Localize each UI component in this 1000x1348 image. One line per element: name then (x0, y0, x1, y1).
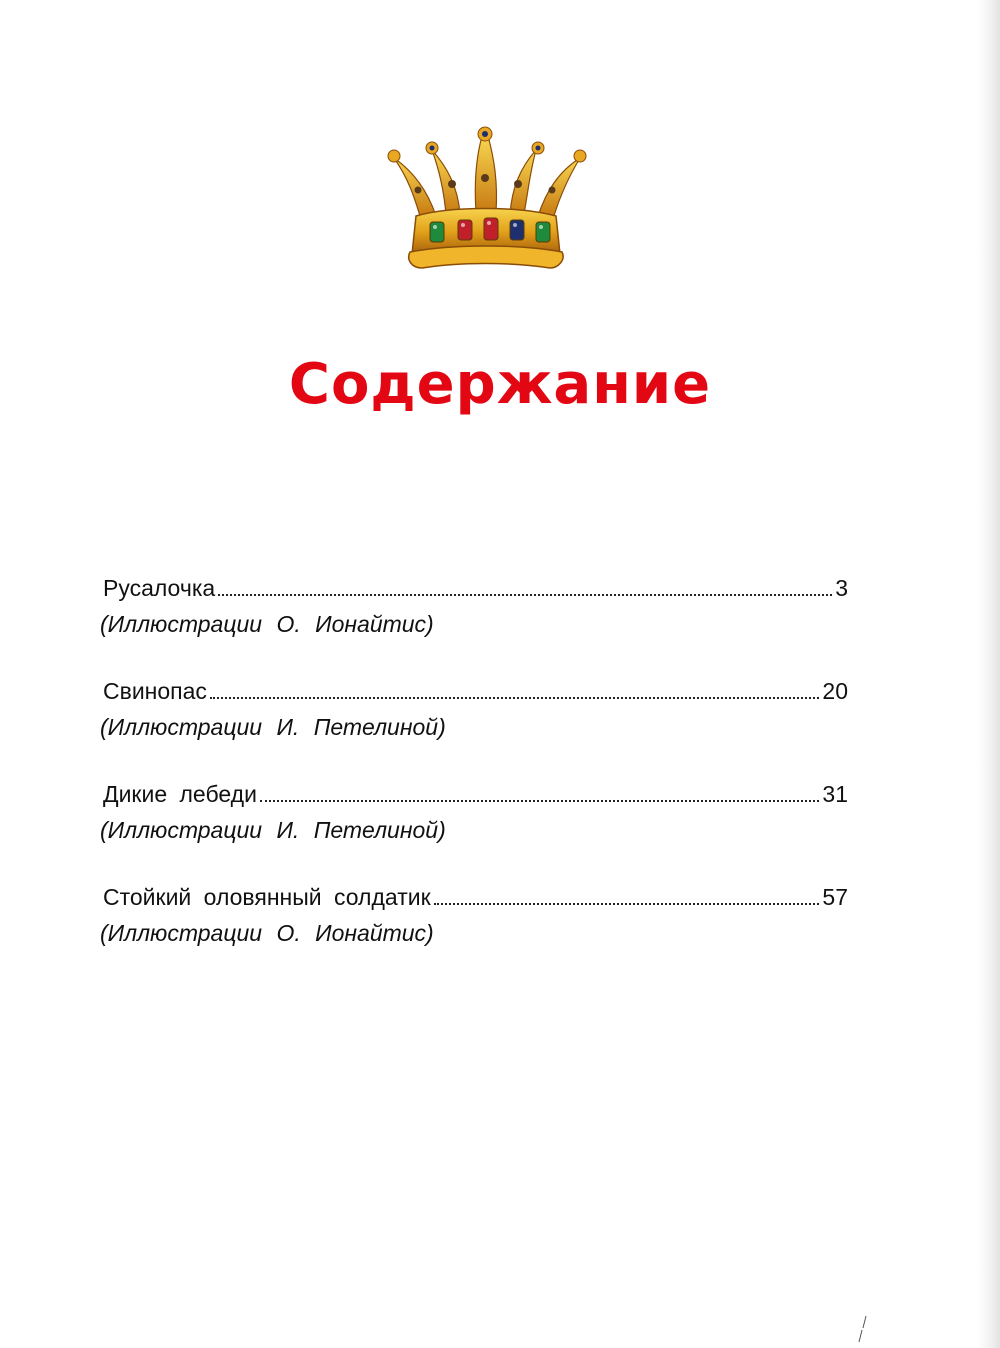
page-edge-shadow (978, 0, 1000, 1348)
pencil-mark (856, 1314, 870, 1344)
toc-page-number[interactable]: 3 (835, 575, 848, 601)
page-title: Содержание (288, 352, 712, 417)
toc-entry-title[interactable]: Русалочка (103, 575, 216, 601)
toc-entry (100, 570, 848, 673)
dot-leader (218, 593, 832, 596)
toc-illustrator: (Иллюстрации И. Петелиной) (100, 817, 446, 843)
toc-entry (100, 673, 848, 776)
toc-illustrator: (Иллюстрации О. Ионайтис) (100, 920, 434, 946)
toc-entry (100, 879, 848, 982)
toc-page-number[interactable]: 31 (822, 781, 848, 807)
toc-illustrator: (Иллюстрации И. Петелиной) (100, 714, 446, 740)
crown-icon (380, 118, 600, 278)
toc-page-number[interactable]: 57 (822, 884, 848, 910)
toc-entry-title[interactable]: Свинопас (103, 678, 207, 704)
dot-leader (210, 696, 819, 699)
toc-entry-title[interactable]: Дикие лебеди (103, 781, 257, 807)
dot-leader (434, 902, 820, 905)
toc-page-number[interactable]: 20 (822, 678, 848, 704)
toc-illustrator: (Иллюстрации О. Ионайтис) (100, 611, 434, 637)
table-of-contents (100, 570, 848, 982)
dot-leader (260, 799, 819, 802)
toc-entry-title[interactable]: Стойкий оловянный солдатик (103, 884, 431, 910)
toc-entry (100, 776, 848, 879)
